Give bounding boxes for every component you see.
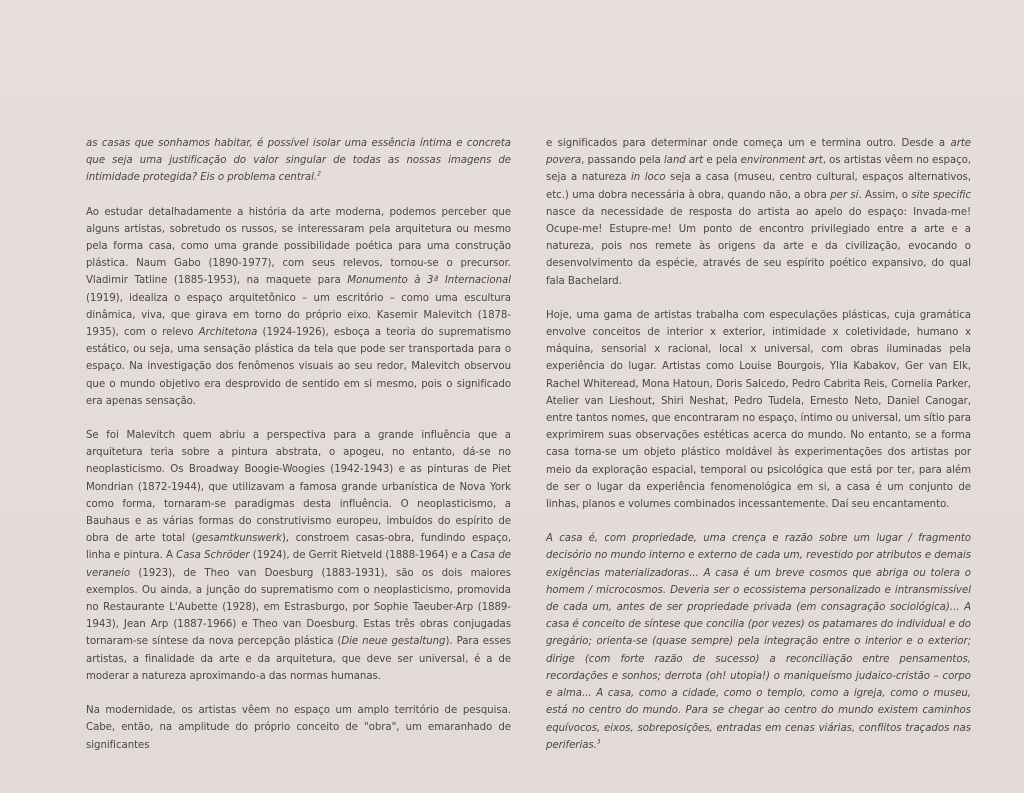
text-run: (1919), idealiza o espaço arquitetônico – um escritório – como uma escultura dinâmica, viva, que girava em torno do próprio eixo. Kasemir Malevitch (1878-1935), com o relevo [86,292,511,339]
body-paragraph [86,427,511,685]
artwork-title: Monumento à 3ª Internacional [347,275,511,287]
artwork-title: Architetona [198,327,258,339]
text-run: seja a casa (museu, centro cultural, espaços alternativos, etc.) uma dobra necessária à obra, quando não, a obra [546,172,971,201]
text-run: ), constroem casas-obra, fundindo espaço, linha e pintura. A [86,533,511,562]
quote-paragraph [546,530,971,754]
body-paragraph [546,135,971,290]
text-run: (1924-1926), esboça a teoria do suprematismo estático, ou seja, uma sensação plástica da tela que pode ser transportada para o espaço. Na investigação dos fenômenos visuais ao seu redor, Malevitch observou que o mundo objetivo era desprovido de sentido em si mesmo, pois o significado era apenas sensação. [86,327,511,407]
term: land art [663,155,704,167]
text-run: e pela [703,155,741,167]
text-run: . Assim, o [858,189,912,201]
footnote-mark: 3 [596,738,601,746]
text-run: (1924), de Gerrit Rietveld (1888-1964) e a [249,550,471,562]
term: gesamtkunswerk [195,533,282,545]
artwork-title: Casa Schröder [176,550,250,562]
term: environment art [740,155,823,167]
text-run: , passando pela [581,155,664,167]
text-run: (1923), de Theo van Doesburg (1883-1931), são os dois maiores exemplos. Ou ainda, a junção do suprematismo com o neoplasticismo, promovida no Restaurante L'Aubette (1928), em Estrasburgo, por Sophie Taeuber-Arp (1889-1943), Jean Arp (1887-1966) e Theo van Doesburg. Estas três obras conjugadas tornaram-se síntese da nova percepção plástica ( [86,567,511,648]
term: per si [830,189,859,201]
footnote-mark: 2 [317,171,321,179]
text-run: Na modernidade, os artistas vêem no espaço um amplo território de pesquisa. Cabe, então, na amplitude do próprio conceito de "obra", um emaranhado de significantes [86,705,511,751]
right-page-column [546,135,971,771]
quote-paragraph [86,135,511,187]
text-run: ). Para esses artistas, a finalidade da arte e da arquitetura, que deve ser universal, é a de moderar a natureza aproximando-a das normas humanas. [86,636,512,682]
quote-text: as casas que sonhamos habitar, é possível isolar uma essência íntima e concreta que seja uma justificação do valor singular de todas as nossas imagens de intimidade protegida? Eis o problema central. [86,138,511,184]
quote-text: A casa é, com propriedade, uma crença e razão sobre um lugar / fragmento decisório no mundo interno e externo de cada um, revestido por atributos e demais exigências materializadoras... A casa é um breve cosmos que abriga ou tolera o homem / microcosmos. Deveria ser o ecossistema personalizado e intransmissível de cada um, antes de ser propriedade privada (em consagração sociológica)... A casa é conceito de síntese que concilia (por vezes) os patamares do individual e do gregário; orienta-se (quase sempre) pela integração entre o interior e o exterior; dirige (com forte razão de sucesso) a reconciliação entre pensamentos, recordações e sonhos; derrota (oh! utopia!) o maniqueísmo judaico-cristão – corpo e alma... A casa, como a cidade, como o templo, como a igreja, como o museu, está no centro do mundo. Para se chegar ao centro do mundo existem caminhos equívocos, eixos, sobreposições, entradas em cenas viárias, conflitos traçados nas periferias. [546,533,971,751]
text-run: , os artistas vêem no espaço, seja a natureza [546,155,972,184]
body-paragraph [546,307,971,513]
term: site specific [911,189,972,201]
term: in loco [630,172,666,184]
text-run: Hoje, uma gama de artistas trabalha com especulações plásticas, cuja gramática envolve conceitos de interior x exterior, intimidade x coletividade, humano x máquina, sensorial x racional, local x universal, com obras iluminadas pela experiência do lugar. Artistas como Louise Bourgois, Ylia Kabakov, Ger van Elk, Rachel Whiteread, Mona Hatoun, Doris Salcedo, Pedro Cabrita Reis, Cornelia Parker, Atelier van Lieshout, Shiri Neshat, Pedro Tudela, Ernesto Neto, Daniel Canogar, entre tantos nomes, que encontraram no espaço, íntimo ou universal, um sítio para exprimirem suas observações estéticas acerca do mundo. No entanto, se a forma casa torna-se um objeto plástico moldável às experimentações dos artistas por meio da exploração espacial, temporal ou psicológica que está por ter, para além de ser o lugar da experiência fenomenológica em si, a casa é um conjunto de linhas, planos e volumes combinados incessantemente. Daí seu encantamento. [546,309,971,511]
left-page-column [86,135,511,771]
body-paragraph [86,204,511,410]
text-run: e significados para determinar onde começa um e termina outro. Desde a [546,138,951,149]
text-run: nasce da necessidade de resposta do artista ao apelo do espaço: Invada-me! Ocupe-me! Estupre-me! Um ponto de encontro privilegiado entre a arte e a natureza, pois nos remete às origens da arte e da civilização, evocando o desenvolvimento da espécie, através de seu espírito poético expansivo, do qual fala Bachelard. [546,206,971,287]
text-run: Se foi Malevitch quem abriu a perspectiva para a grande influência que a arquitetura teria sobre a pintura abstrata, o apogeu, no entanto, dá-se no neoplasticismo. Os Broadway Boogie-Woogies (1942-1943) e as pinturas de Piet Mondrian (1872-1944), que utilizavam a famosa grande urbanística de Nova York como forma, tornaram-se paradigmas desta influência. O neoplasticismo, a Bauhaus e as várias formas do construtivismo europeu, imbuídos do espírito de obra de arte total ( [86,430,511,545]
term: Die neue gestaltung [341,636,446,648]
term: arte povera [546,138,971,167]
artwork-title: Casa de veraneio [86,550,511,579]
body-paragraph [86,702,511,754]
text-run: Ao estudar detalhadamente a história da arte moderna, podemos perceber que alguns artistas, sobretudo os russos, se interessaram pela arquitetura ou mesmo pela forma casa, como uma grande possibilidade poética para uma construção plástica. Naum Gabo (1890-1977), com seus relevos, tornou-se o precursor. Vladimir Tatline (1885-1953), na maquete para [86,206,511,287]
